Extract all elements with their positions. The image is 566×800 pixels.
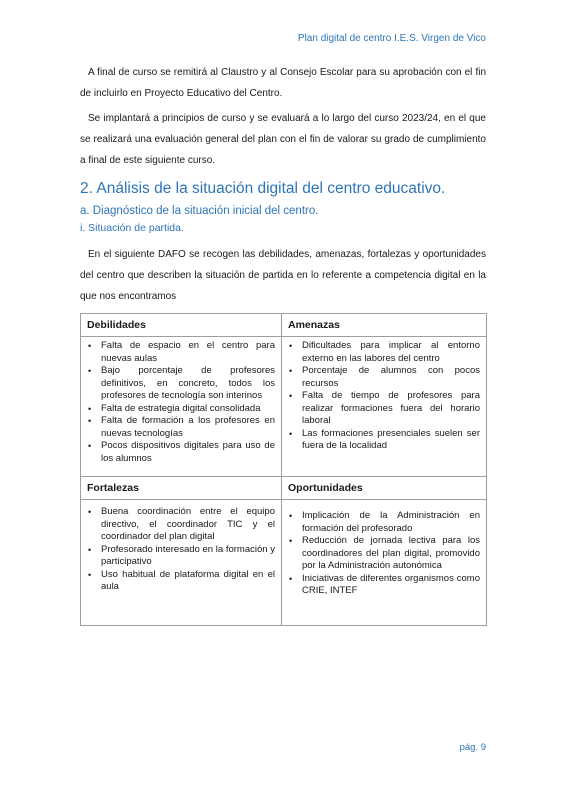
amenazas-list: [282, 340, 480, 453]
list-item: • Implicación de la Administración en formación del profesorado: [289, 510, 480, 534]
page-header: Plan digital de centro I.E.S. Virgen de Vico: [297, 33, 486, 44]
list-item: • Falta de formación a los profesores en nuevas tecnologías: [88, 415, 275, 439]
page-number: pág. 9: [459, 742, 486, 753]
list-item: • Iniciativas de diferentes organismos como CRIE, INTEF: [289, 572, 480, 596]
dafo-content-row: [81, 337, 487, 477]
oportunidades-list: [282, 503, 480, 598]
fortalezas-list: [81, 503, 275, 594]
fortalezas-cell: [81, 500, 282, 626]
list-item: • Falta de espacio en el centro para nuevas aulas: [88, 340, 275, 364]
dafo-content-row-2: [81, 500, 487, 626]
dafo-table: [80, 313, 487, 626]
debilidades-header: Debilidades: [81, 314, 282, 337]
fortalezas-header: Fortalezas: [81, 477, 282, 500]
dafo-header-row: [81, 314, 487, 337]
subsection-heading: a. Diagnóstico de la situación inicial del centro.: [80, 205, 319, 217]
section-heading: 2. Análisis de la situación digital del centro educativo.: [80, 180, 446, 197]
list-item: • Reducción de jornada lectiva para los coordinadores del plan digital, promovido por la Administración autonómica: [289, 535, 480, 571]
oportunidades-cell: [282, 500, 487, 626]
paragraph-approval: A final de curso se remitirá al Claustro y al Consejo Escolar para su aprobación con el fin de incluirlo en Proyecto Educativo del Centro.: [80, 67, 486, 99]
list-item: • Las formaciones presenciales suelen ser fuera de la localidad: [289, 427, 480, 451]
paragraph-dafo-intro: En el siguiente DAFO se recogen las debilidades, amenazas, fortalezas y oportunidades del centro que describen la situación de partida en lo referente a competencia digital en la que nos encontramos: [80, 249, 486, 302]
list-item: • Dificultades para implicar al entorno externo en las labores del centro: [289, 340, 480, 364]
oportunidades-header: Oportunidades: [282, 477, 487, 500]
list-item: • Uso habitual de plataforma digital en el aula: [88, 568, 275, 592]
dafo-header-row-2: [81, 477, 487, 500]
paragraph-implementation: Se implantará a principios de curso y se evaluará a lo largo del curso 2023/24, en el que se realizará una evaluación general del plan con el fin de valorar su grado de cumplimiento a final de este siguiente curso.: [80, 113, 486, 166]
list-item: • Porcentaje de alumnos con pocos recursos: [289, 365, 480, 389]
list-item: • Falta de estrategia digital consolidada: [88, 402, 261, 414]
list-item: • Falta de tiempo de profesores para realizar formaciones fuera del horario laboral: [289, 390, 480, 426]
debilidades-cell: [81, 337, 282, 477]
debilidades-list: [81, 340, 275, 465]
amenazas-header: Amenazas: [282, 314, 487, 337]
subsubsection-heading: i. Situación de partida.: [80, 222, 184, 234]
amenazas-cell: [282, 337, 487, 477]
list-item: • Pocos dispositivos digitales para uso de los alumnos: [88, 440, 275, 464]
list-item: • Bajo porcentaje de profesores definitivos, en concreto, todos los profesores de tecnología son interinos: [88, 365, 275, 401]
list-item: • Profesorado interesado en la formación y participativo: [88, 543, 275, 567]
list-item: • Buena coordinación entre el equipo directivo, el coordinador TIC y el coordinador del plan digital: [88, 506, 275, 542]
